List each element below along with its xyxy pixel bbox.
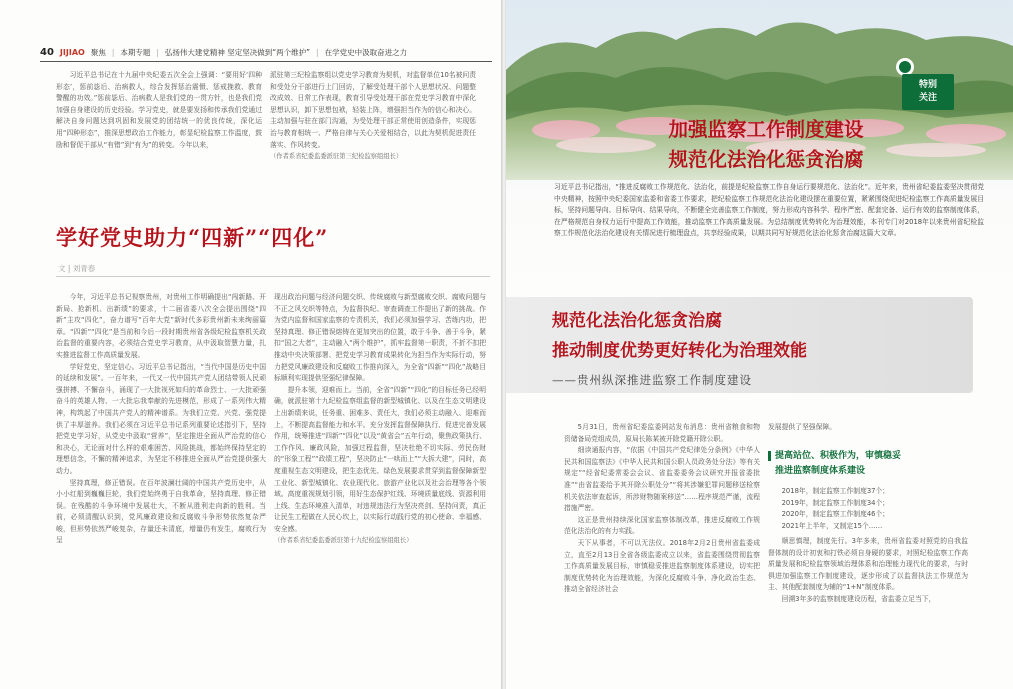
feature-col2-top	[768, 422, 968, 444]
right-page	[506, 0, 1013, 689]
paragraph: 细读通报内容，“依据《中国共产党纪律处分条例》《中华人民共和国监察法》《中华人民共和国公职人员政务处分法》等有关规定”“经省纪委常委会会议、省监委委务会议研究并报省委批准”“由省监委给予其开除公职处分”“将其涉嫌犯罪问题移送检察机关依法审查起诉，所涉财物随案移送”……程序规范严谨，流程措施严密。	[564, 446, 760, 513]
paragraph: 这正是贵州持续深化国家监察体制改革，推进反腐败工作规范化法治化的有力实践。	[564, 515, 760, 536]
article-byline: 文 | 刘青春	[58, 264, 96, 273]
feature-intro: 习近平总书记指出，“推进反腐败工作规范化、法治化，前提是纪检监察工作自身运行要规范化、法治化”。近年来，贵州省纪委监委坚决贯彻党中央精神，按照中央纪委国家监委和省委工作要求，把纪检监察工作规范化法治化建设摆在重要位置，紧紧围绕促进纪检监察工作高质量发展目标，坚持问题导向、目标导向、结果导向，不断健全完善监察工作制度，努力形成内容科学、程序严密、配套完备、运行有效的监察制度体系，在严格规范自身权力运行中提高工作效能，推动监察工作高质量发展。为总结制度优势转化为治理效能，本刊专门对2018年以来贵州省纪检监察工作规范化法治化建设有关情况进行梳理盘点，共享经验成果，以期共同写好规范化法治化惩贪治腐这篇大文章。	[554, 183, 984, 238]
paragraph: 现出政治问题与经济问题交织、传统腐败与新型腐败交织、腐败问题与不正之风交织等特点，为监督执纪、审查调查工作提出了新的挑战。作为党内监督和国家监察的专责机关，我们必须加强学习、苦练内功，把坚持真理、修正错误熔铸在更加突出的位置，敢于斗争、善于斗争，紧扣“国之大者”，主动融入“两个维护”，抓牢监督第一职责，不折不扣把推动中央决策部署、把党史学习教育成果转化为担当作为实际行动，努力把党风廉政建设和反腐败工作推向深入，为全省“四新”“四化”战略目标顺利实现提供坚强纪律保障。	[274, 293, 486, 383]
top-article-col1	[56, 70, 262, 200]
paragraph: 5月31日，贵州省纪委监委网站发布消息：贵州省粮食和物资储备局党组成员，原局长陈某被开除党籍开除公职。	[564, 423, 760, 443]
article-headline	[552, 306, 807, 366]
title-rule	[56, 276, 490, 277]
year-item: 2020年，制定监察工作制度46个；	[781, 510, 890, 519]
section-label: 聚焦	[90, 47, 106, 57]
paragraph: 今年，习近平总书记视察贵州，对贵州工作明确提出“闯新路、开新局、抢新机、出新绩”的要求，十二届省委八次全会提出围绕“四新”主攻“四化”，奋力谱写“百年大党”新时代多彩贵州新未来绚丽篇章。“四新”“四化”是当前和今后一段时期贵州省各级纪检监察机关政治监督的重要内容，必须结合党史学习教育，从中汲取智慧力量，扎实推进监督工作高质量发展。	[56, 293, 266, 359]
feature-title-line: 规范化法治化惩贪治腐	[668, 148, 864, 171]
header-divider: |	[316, 47, 319, 57]
paragraph: 提升本领，迎难而上。当前，全省“四新”“四化”的目标任务已经明确，就派驻第十九纪检监察组监督的新型城镇化、以及在生态文明建设上出新绩来说，任务重、困难多、责任大，我们必须主动融入、迎难而上，不断提高监督能力和水平。充分发挥监督保障执行、促进完善发展作用，统筹推进“四新”“四化”以及“黄省会”五年行动，聚焦政策执行、工作作风、廉政风险，加强过程监督，坚决杜绝不切实际、劳民伤财的“形象工程”“政绩工程”，坚决防止“一哄而上”“大拆大建”，同时，高度重视生态文明建设，把生态优先、绿色发展要求贯穿到监督保障新型工业化、新型城镇化、农业现代化、旅游产业化以及社会治理等各个领域。高度重视规划引领，用好生态保护红线、环境质量底线、资源利用上线、生态环境准入清单，对违规违法行为坚决亮剑、坚持问责，真正让民生工程做在人民心坎上，以实际行动践行党的初心使命、幸福感、安全感。	[274, 385, 486, 533]
heading-line: 推进监察制度体系建设	[775, 466, 866, 476]
left-page	[0, 0, 503, 689]
magazine-brand: JIJIAO	[59, 47, 85, 57]
heading-bar	[768, 451, 771, 461]
article-title: 学好党史助力“四新”“四化”	[56, 225, 329, 250]
year-list	[768, 486, 889, 532]
feature-title	[556, 115, 976, 175]
body-col1	[56, 292, 266, 677]
author-credit: （作者系省纪委监委派驻第三纪检监察组组长）	[270, 153, 403, 161]
paragraph: 派驻第三纪检监察组以党史学习教育为契机，对监督单位10名被问责和受处分干部进行上门回访，了解受处理干部个人思想状况、问题整改成效、日常工作表现，教育引导受处理干部在党史学习教育中深化思想认识，卸下思想包袱，轻装上阵，增强担当作为的信心和决心。主动加强与驻在部门沟通，为受处理干部正常使用创造条件，实现惩治与教育相统一、严格自律与关心关爱相结合，以此为契机促进责任落实、作风转变。	[270, 71, 476, 149]
special-focus-tag	[902, 74, 954, 110]
headline-line: 规范化法治化惩贪治腐	[552, 311, 722, 331]
article-subtitle: ——贵州纵深推进监察工作制度建设	[552, 373, 752, 387]
feature-col1	[564, 422, 760, 680]
year-item: 2021年上半年，又制定15个……	[781, 521, 883, 530]
paragraph: 发展提供了坚强保障。	[768, 423, 836, 431]
paragraph: 学好党史，坚定信心。习近平总书记指出，“当代中国是历史中国的延续和发展”。一百年来，一代又一代中国共产党人团结带领人民顽强拼搏、不懈奋斗，涌现了一大批视死如归的革命烈士、一大批顽强奋斗的英雄人物、一大批忘我奉献的先进模范，形成了一系列伟大精神，构筑起了中国共产党人的精神谱系。为我们立党、兴党、强党提供了丰厚滋养。我们必须在习近平总书记系列重要论述指引下，坚持把党史学习好，从党史中汲取“营养”，坚定推进全面从严治党的信心和决心，无论面对什么样的艰难困苦、风险挑战，都始终保持坚定的理想信念，不懈的精神追求，为坚定不移推进全面从严治党提供强大动力。	[56, 362, 266, 475]
header-rule	[40, 61, 492, 62]
running-header	[40, 44, 490, 60]
headline-line: 推动制度优势更好转化为治理效能	[552, 341, 807, 361]
paragraph: 习近平总书记在十九届中央纪委五次全会上强调：“要用好‘四种形态’，惩前毖后、治病救人，综合发挥惩治震慑、惩戒挽救、教育警醒的功效。”惩前毖后、治病救人是我们党的一贯方针，也是我们党加强自身建设的历史经验。学习党史，就是要发扬和传承我们党通过解决自身问题达到巩固和发展党的团结统一的优良传统，深化运用“四种形态”，推深思想政治工作能力，彰显纪检监察工作温度，鼓励和督促干部从“有错”到“有为”的转变。今年以来，	[56, 71, 262, 149]
header-divider: |	[111, 47, 115, 57]
author-credit: （作者系省纪委监委派驻第十九纪检监察组组长）	[274, 537, 413, 545]
header-divider: |	[156, 47, 159, 57]
paragraph: 回溯3年多的监察制度建设历程，省监委立足当下，	[781, 594, 936, 603]
topic-text: 弘扬伟大建党精神 坚定坚决做到“两个维护”	[164, 47, 311, 57]
paragraph: 顺思慎理，制度先行。3年多来，贵州省监委对照党的自我监督体制的设计初衷和打铁必须自身硬的要求，对照纪检监察工作高质量发展和纪检监察领域治理体系和治理能力现代化的要求，与时俱进加强监察工作制度建设，逐步形成了以监督执法工作规范为主、其他配套制度为辅的“1+N”制度体系。	[768, 537, 968, 592]
paragraph: 坚持真理，修正错误。在百年波澜壮阔的中国共产党历史中，从小小红船到巍巍巨轮，我们党始终勇于自我革命，坚持真理、修正错误。在残酷的斗争环境中发展壮大，不断从胜利走向新的胜利。当前，必须清醒认识到，党风廉政建设和反腐败斗争形势依然复杂严峻，但形势依然严峻复杂，存量还未清底，增量仍有发生，腐败行为呈	[56, 478, 266, 545]
heading-line: 提高站位、积极作为，审慎稳妥	[775, 451, 902, 461]
section-heading	[768, 449, 901, 479]
top-article-col2	[270, 70, 476, 200]
tag-line: 关注	[918, 93, 937, 103]
tag-line: 特别	[918, 80, 937, 90]
subtopic-text: 在学党史中汲取奋进之力	[324, 47, 408, 57]
topic-label: 本期专题	[120, 47, 151, 57]
body-col2	[274, 292, 486, 677]
paragraph: 天下从事者，不可以无法仪。2018年2月2日贵州省监委成立，直至2月13日全省各级监委成立以来，省监委围绕贯彻监察工作高质量发展目标，审慎稳妥推进监察制度体系建设，切实把制度优势转化为治理效能，为深化反腐败斗争、净化政治生态、推动全省经济社会	[564, 538, 760, 594]
feature-title-line: 加强监察工作制度建设	[668, 118, 864, 141]
feature-col2-body	[768, 536, 968, 680]
page-number: 40	[40, 46, 54, 58]
year-item: 2019年，制定监察工作制度34个；	[781, 498, 890, 507]
year-item: 2018年，制定监察工作制度37个；	[781, 487, 890, 495]
